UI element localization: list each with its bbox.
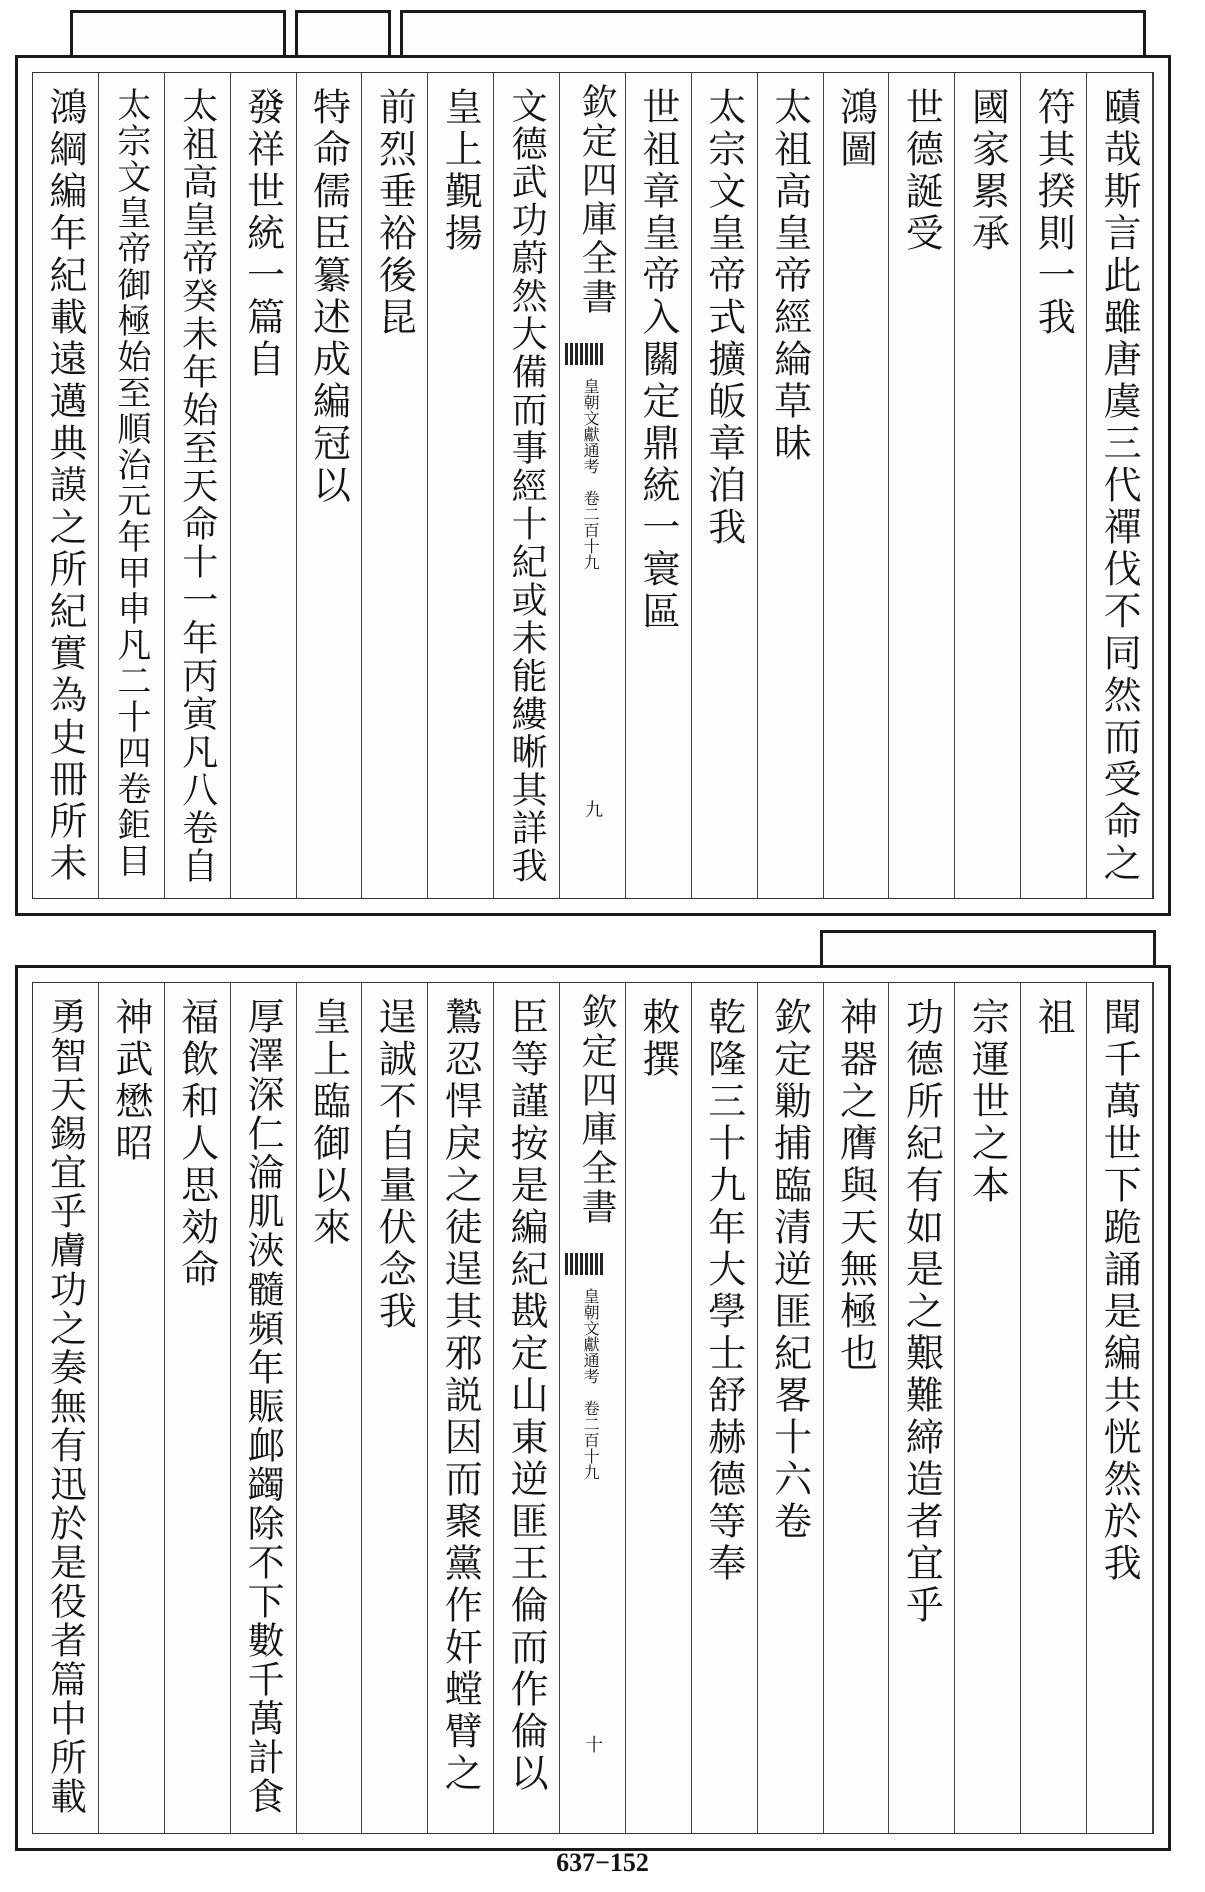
fish-tail-mark [565, 343, 605, 365]
top-page-center-gutter [559, 73, 626, 898]
column-text: 敕撰 [635, 997, 680, 1081]
bottom-page-text-column [691, 983, 758, 1833]
bottom-page-text-column [230, 983, 297, 1833]
folio-number: 十 [582, 1735, 604, 1753]
column-text: 鴻綱編年紀載遠邁典謨之所紀實為史冊所未 [42, 87, 87, 885]
center-subtitle: 皇朝文獻通考 卷二百十九 [581, 378, 601, 570]
bottom-page-text-column [823, 983, 890, 1833]
bottom-page-text-column [1086, 983, 1153, 1833]
top-page-inner-frame [32, 72, 1154, 899]
top-page-frame [15, 55, 1171, 916]
column-text: 皇上覲揚 [438, 87, 483, 255]
top-page-text-column [361, 73, 428, 898]
column-text: 特命儒臣纂述成編冠以 [306, 87, 351, 507]
column-text: 功德所紀有如是之艱難締造者宜乎 [899, 997, 944, 1627]
column-text: 乾隆三十九年大學士舒赫德等奉 [701, 997, 746, 1585]
bottom-page-text-column [296, 983, 363, 1833]
center-subtitle: 皇朝文獻通考 卷二百十九 [581, 1288, 601, 1480]
center-title: 欽定四庫全書 [576, 83, 618, 317]
column-text: 國家累承 [965, 87, 1010, 255]
column-text: 太祖高皇帝癸未年始至天命十一年丙寅凡八卷自 [176, 87, 218, 885]
top-page-text-column [1020, 73, 1087, 898]
top-page-text-column [98, 73, 165, 898]
column-text: 神器之膺與天無極也 [833, 997, 878, 1375]
column-text: 祖 [1031, 997, 1076, 1039]
column-text: 欽定勦捕臨清逆匪紀畧十六卷 [767, 997, 812, 1543]
bottom-page-inner-frame [32, 982, 1154, 1834]
column-text: 符其揆則一我 [1031, 87, 1076, 339]
column-text: 鴻圖 [833, 87, 878, 171]
column-text: 太宗文皇帝式擴皈章洎我 [701, 87, 746, 549]
bottom-page-text-column [98, 983, 165, 1833]
column-text: 厚澤深仁淪肌浹髓頻年賑䘏蠲除不下數千萬計食 [241, 997, 285, 1816]
page-number: 637−152 [556, 1848, 649, 1877]
column-text: 世德誕受 [899, 87, 944, 255]
bottom-page-text-column [625, 983, 692, 1833]
top-page-text-column [1086, 73, 1153, 898]
column-text: 鷙忍悍戾之徒逞其邪説因而聚黨作奸螳臂之 [438, 997, 483, 1795]
bottom-page-text-column [361, 983, 428, 1833]
column-text: 逞誠不自量伏念我 [372, 997, 417, 1333]
column-text: 宗運世之本 [965, 997, 1010, 1207]
top-page-text-column [32, 73, 99, 898]
top-page-text-column [757, 73, 824, 898]
bottom-page-center-gutter [559, 983, 626, 1833]
column-text: 神武懋昭 [108, 997, 153, 1165]
column-text: 勇智天錫宜乎膚功之奏無有迅於是役者篇中所載 [43, 997, 87, 1816]
column-text: 太祖高皇帝經綸草昧 [767, 87, 812, 465]
top-page-text-column [493, 73, 560, 898]
top-page-text-column [823, 73, 890, 898]
bottom-page-text-column [757, 983, 824, 1833]
bottom-page-text-column [888, 983, 955, 1833]
bottom-page-text-column [32, 983, 99, 1833]
column-text: 發祥世統一篇自 [240, 87, 285, 381]
column-text: 前烈垂裕後昆 [372, 87, 417, 339]
column-text: 皇上臨御以來 [306, 997, 351, 1249]
bottom-page-text-column [164, 983, 231, 1833]
column-text: 臣等謹按是編紀戡定山東逆匪王倫而作倫以 [504, 997, 549, 1795]
top-page-text-column [427, 73, 494, 898]
column-text: 文德武功蔚然大備而事經十紀或未能縷晰其詳我 [506, 87, 548, 885]
top-page-text-column [691, 73, 758, 898]
bottom-page-text-column [1020, 983, 1087, 1833]
top-page-text-column [625, 73, 692, 898]
folio-number: 九 [582, 800, 604, 818]
top-page-text-column [230, 73, 297, 898]
column-text: 賾哉斯言此雖唐虞三代禪伐不同然而受命之 [1097, 87, 1142, 885]
bottom-page-frame [15, 965, 1171, 1851]
column-text: 世祖章皇帝入關定鼎統一寰區 [635, 87, 680, 633]
bottom-page-text-column [493, 983, 560, 1833]
column-text: 福飲和人思効命 [174, 997, 219, 1291]
center-title: 欽定四庫全書 [576, 993, 618, 1227]
top-page-text-column [954, 73, 1021, 898]
bottom-page-text-column [954, 983, 1021, 1833]
top-page-text-column [888, 73, 955, 898]
top-page-text-column [164, 73, 231, 898]
column-text: 太宗文皇帝御極始至順治元年甲申凡二十四卷鉅目 [110, 87, 151, 879]
top-page-text-column [296, 73, 363, 898]
fish-tail-mark [565, 1253, 605, 1275]
column-text: 聞千萬世下跪誦是編共恍然於我 [1097, 997, 1142, 1585]
bottom-page-text-column [427, 983, 494, 1833]
